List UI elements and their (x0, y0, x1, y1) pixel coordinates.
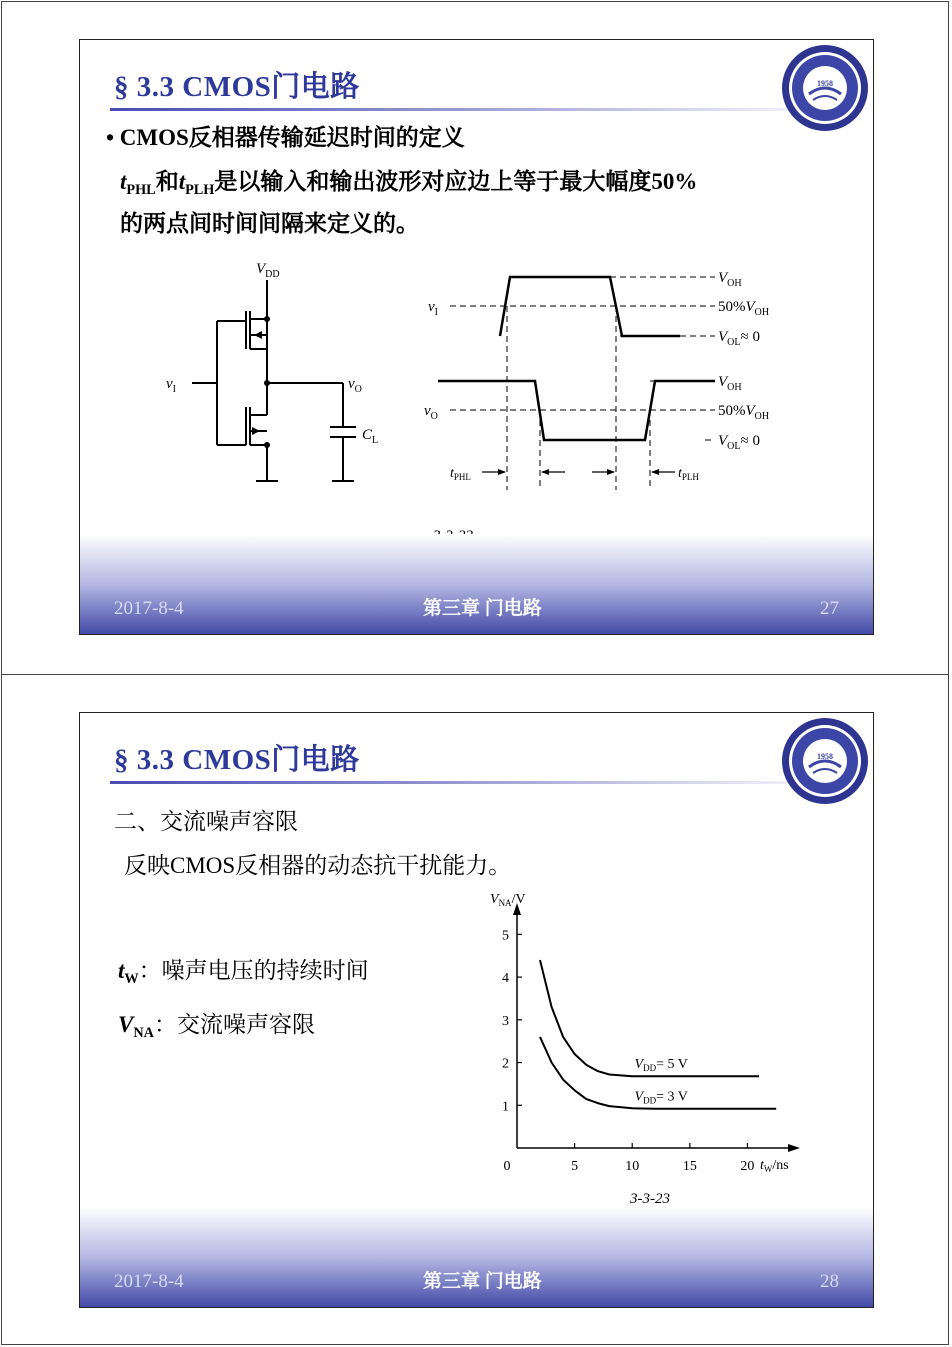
series-line-vdd-5v (540, 960, 759, 1076)
half-voh-label-bottom: $50\%V_{OH}$ (718, 403, 770, 422)
title-rule (110, 108, 850, 111)
wave-vi-label: $v_I$ (428, 299, 439, 318)
slide-28 (79, 712, 874, 1308)
university-logo-icon (779, 42, 871, 134)
footer-date: 2017-8-4 (114, 1271, 184, 1292)
x-tick-label: 15 (682, 1159, 697, 1174)
slide-footer (80, 1207, 873, 1307)
vol-label-top: $V_{OL}\approx 0$ (718, 329, 760, 348)
y-tick-label: 4 (502, 971, 509, 987)
x-tick-label: 20 (740, 1159, 755, 1174)
x-tick-label: 10 (625, 1159, 640, 1174)
vol-label-bottom: $V_{OL}\approx 0$ (718, 433, 760, 452)
tphl-label: $t_{PHL}$ (450, 466, 471, 482)
logo-year: 1958 (817, 79, 833, 88)
y-tick-label: 5 (502, 928, 509, 944)
title-rule (110, 781, 850, 784)
slide-title: § 3.3 CMOS门电路 (114, 71, 360, 103)
tplh-label: $t_{PLH}$ (678, 466, 699, 482)
propagation-delay-waveform (410, 260, 810, 500)
footer-chapter-title: 第三章 门电路 (423, 1271, 542, 1292)
slide-footer (80, 534, 873, 634)
x-axis-arrow-icon (788, 1144, 800, 1152)
tw-definition: $t_W$：噪声电压的持续时间 (118, 958, 369, 987)
cl-label: $C_L$ (362, 427, 379, 446)
wave-vo-label: $v_O$ (424, 403, 438, 422)
logo-year: 1958 (817, 752, 833, 761)
footer-chapter-title: 第三章 门电路 (423, 598, 542, 619)
y-tick-label: 1 (502, 1099, 509, 1115)
vna-definition: $V_{NA}$：交流噪声容限 (118, 1012, 315, 1041)
bullet-line: • CMOS反相器传输延迟时间的定义 (106, 125, 465, 150)
x-tick-label: 5 (571, 1159, 579, 1174)
vdd-label: $V_{DD}$ (256, 261, 280, 280)
definition-line-2: 的两点间时间间隔来定义的。 (120, 211, 419, 236)
slide-title: § 3.3 CMOS门电路 (114, 744, 360, 776)
ac-noise-margin-chart (480, 883, 810, 1183)
y-tick-label: 2 (502, 1056, 509, 1072)
footer-date: 2017-8-4 (114, 598, 184, 619)
figure-caption: 3-3-23 (630, 1191, 670, 1207)
y-axis-label: $V_{NA}/V$ (490, 892, 526, 908)
vo-label: $v_O$ (348, 376, 362, 395)
section-heading: 二、交流噪声容限 (114, 809, 298, 834)
definition-line-1: $t_{PHL}$和$t_{PLH}$是以输入和输出波形对应边上等于最大幅度50% (120, 169, 698, 198)
voh-label-top: $V_{OH}$ (718, 270, 742, 289)
university-logo-icon (779, 715, 871, 807)
section-subheading: 反映CMOS反相器的动态抗干扰能力。 (124, 853, 512, 878)
cmos-inverter-circuit (160, 255, 400, 495)
series-label-vdd-5v: $V_{DD}= 5$ V (634, 1057, 688, 1074)
x-tick-label: 0 (503, 1159, 511, 1174)
y-tick-label: 3 (502, 1013, 509, 1029)
half-voh-label-top: $50\%V_{OH}$ (718, 299, 770, 318)
x-axis-label: $t_W/ns$ (760, 1158, 789, 1174)
footer-page-number: 28 (820, 1271, 839, 1292)
slide-27 (79, 39, 874, 635)
voh-label-bottom: $V_{OH}$ (718, 374, 742, 393)
footer-page-number: 27 (820, 598, 839, 619)
series-label-vdd-3v: $V_{DD}= 3$ V (634, 1089, 688, 1106)
vi-label: $v_I$ (166, 376, 177, 395)
